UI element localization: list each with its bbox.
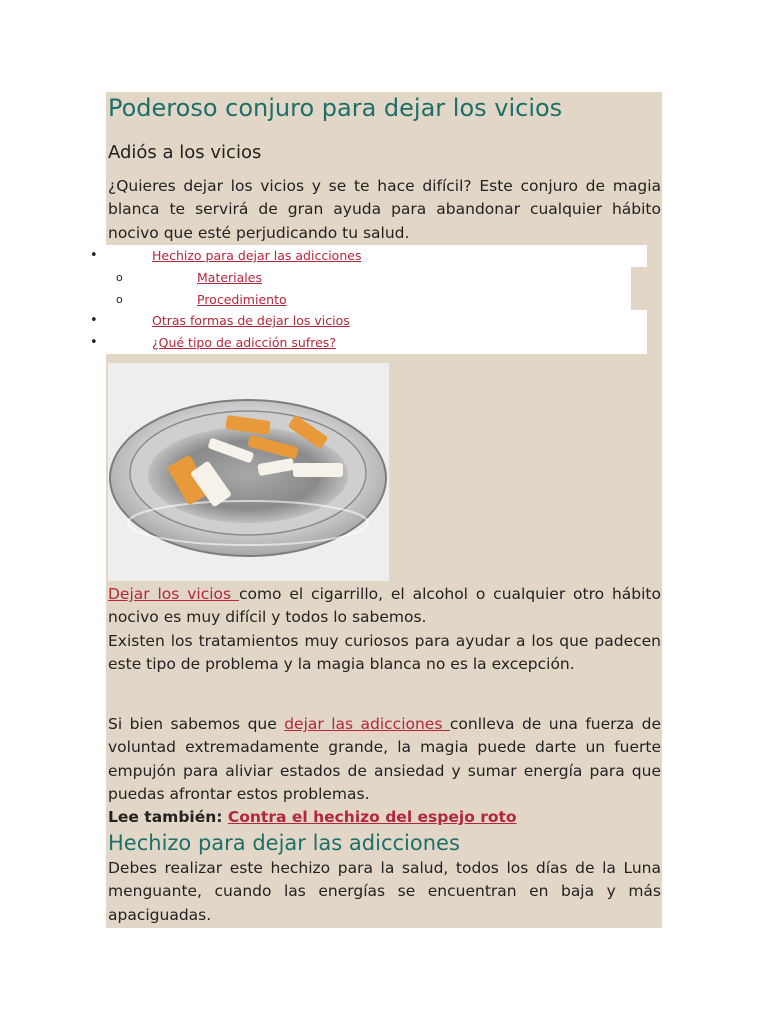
paragraph-3-text-a: Si bien sabemos que: [108, 715, 285, 733]
toc-link-hechizo[interactable]: Hechizo para dejar las adicciones: [152, 248, 362, 263]
toc-item-otras-formas: [90, 310, 647, 332]
circle-bullet-icon: o: [116, 292, 123, 306]
ashtray-illustration: [108, 363, 389, 581]
paragraph-1: [108, 583, 661, 630]
link-dejar-adicciones[interactable]: dejar las adicciones: [284, 715, 450, 733]
read-also: [108, 806, 517, 829]
paragraph-1-text: como el cigarrillo, el alcohol o cualquier otro hábito nocivo es muy difícil y todos lo sabemos.: [108, 585, 661, 627]
paragraph-3: [108, 713, 661, 806]
toc-item-hechizo: [90, 245, 647, 267]
table-of-contents: [90, 245, 647, 354]
bullet-icon: •: [90, 248, 98, 263]
toc-link-otras-formas[interactable]: Otras formas de dejar los vicios: [152, 313, 350, 329]
toc-link-procedimiento[interactable]: Procedimiento: [197, 291, 287, 307]
toc-item-procedimiento: [90, 289, 631, 311]
circle-bullet-icon: o: [116, 270, 123, 284]
link-dejar-vicios[interactable]: Dejar los vicios: [108, 585, 239, 603]
bullet-icon: •: [90, 335, 98, 351]
article-subtitle: Adiós a los vicios: [108, 142, 262, 163]
bullet-icon: •: [90, 313, 98, 329]
toc-item-materiales: [90, 267, 631, 289]
toc-link-tipo-adiccion[interactable]: ¿Qué tipo de adicción sufres?: [152, 335, 336, 351]
toc-item-tipo-adiccion: [90, 332, 647, 354]
intro-paragraph: ¿Quieres dejar los vicios y se te hace difícil? Este conjuro de magia blanca te servirá de gran ayuda para abandonar cualquier hábito nocivo que esté perjudicando tu salud.: [108, 177, 661, 242]
read-also-label: Lee también:: [108, 808, 228, 826]
ashtray-photo: [108, 363, 389, 581]
paragraph-3-text-b: conlleva de una fuerza de voluntad extremadamente grande, la magia puede darte un fuerte empujón para aliviar estados de ansiedad y sumar energía para que puedas afrontar estos problemas.: [108, 715, 661, 803]
link-espejo-roto[interactable]: Contra el hechizo del espejo roto: [227, 808, 517, 826]
toc-link-materiales[interactable]: Materiales: [197, 269, 262, 285]
paragraph-2: Existen los tratamientos muy curiosos para ayudar a los que padecen este tipo de problema y la magia blanca no es la excepción.: [108, 632, 661, 674]
paragraph-4: Debes realizar este hechizo para la salud, todos los días de la Luna menguante, cuando las energías se encuentran en baja y más apaciguadas.: [108, 859, 661, 924]
section-heading: Hechizo para dejar las adicciones: [108, 831, 460, 855]
page-title: Poderoso conjuro para dejar los vicios: [108, 94, 563, 122]
